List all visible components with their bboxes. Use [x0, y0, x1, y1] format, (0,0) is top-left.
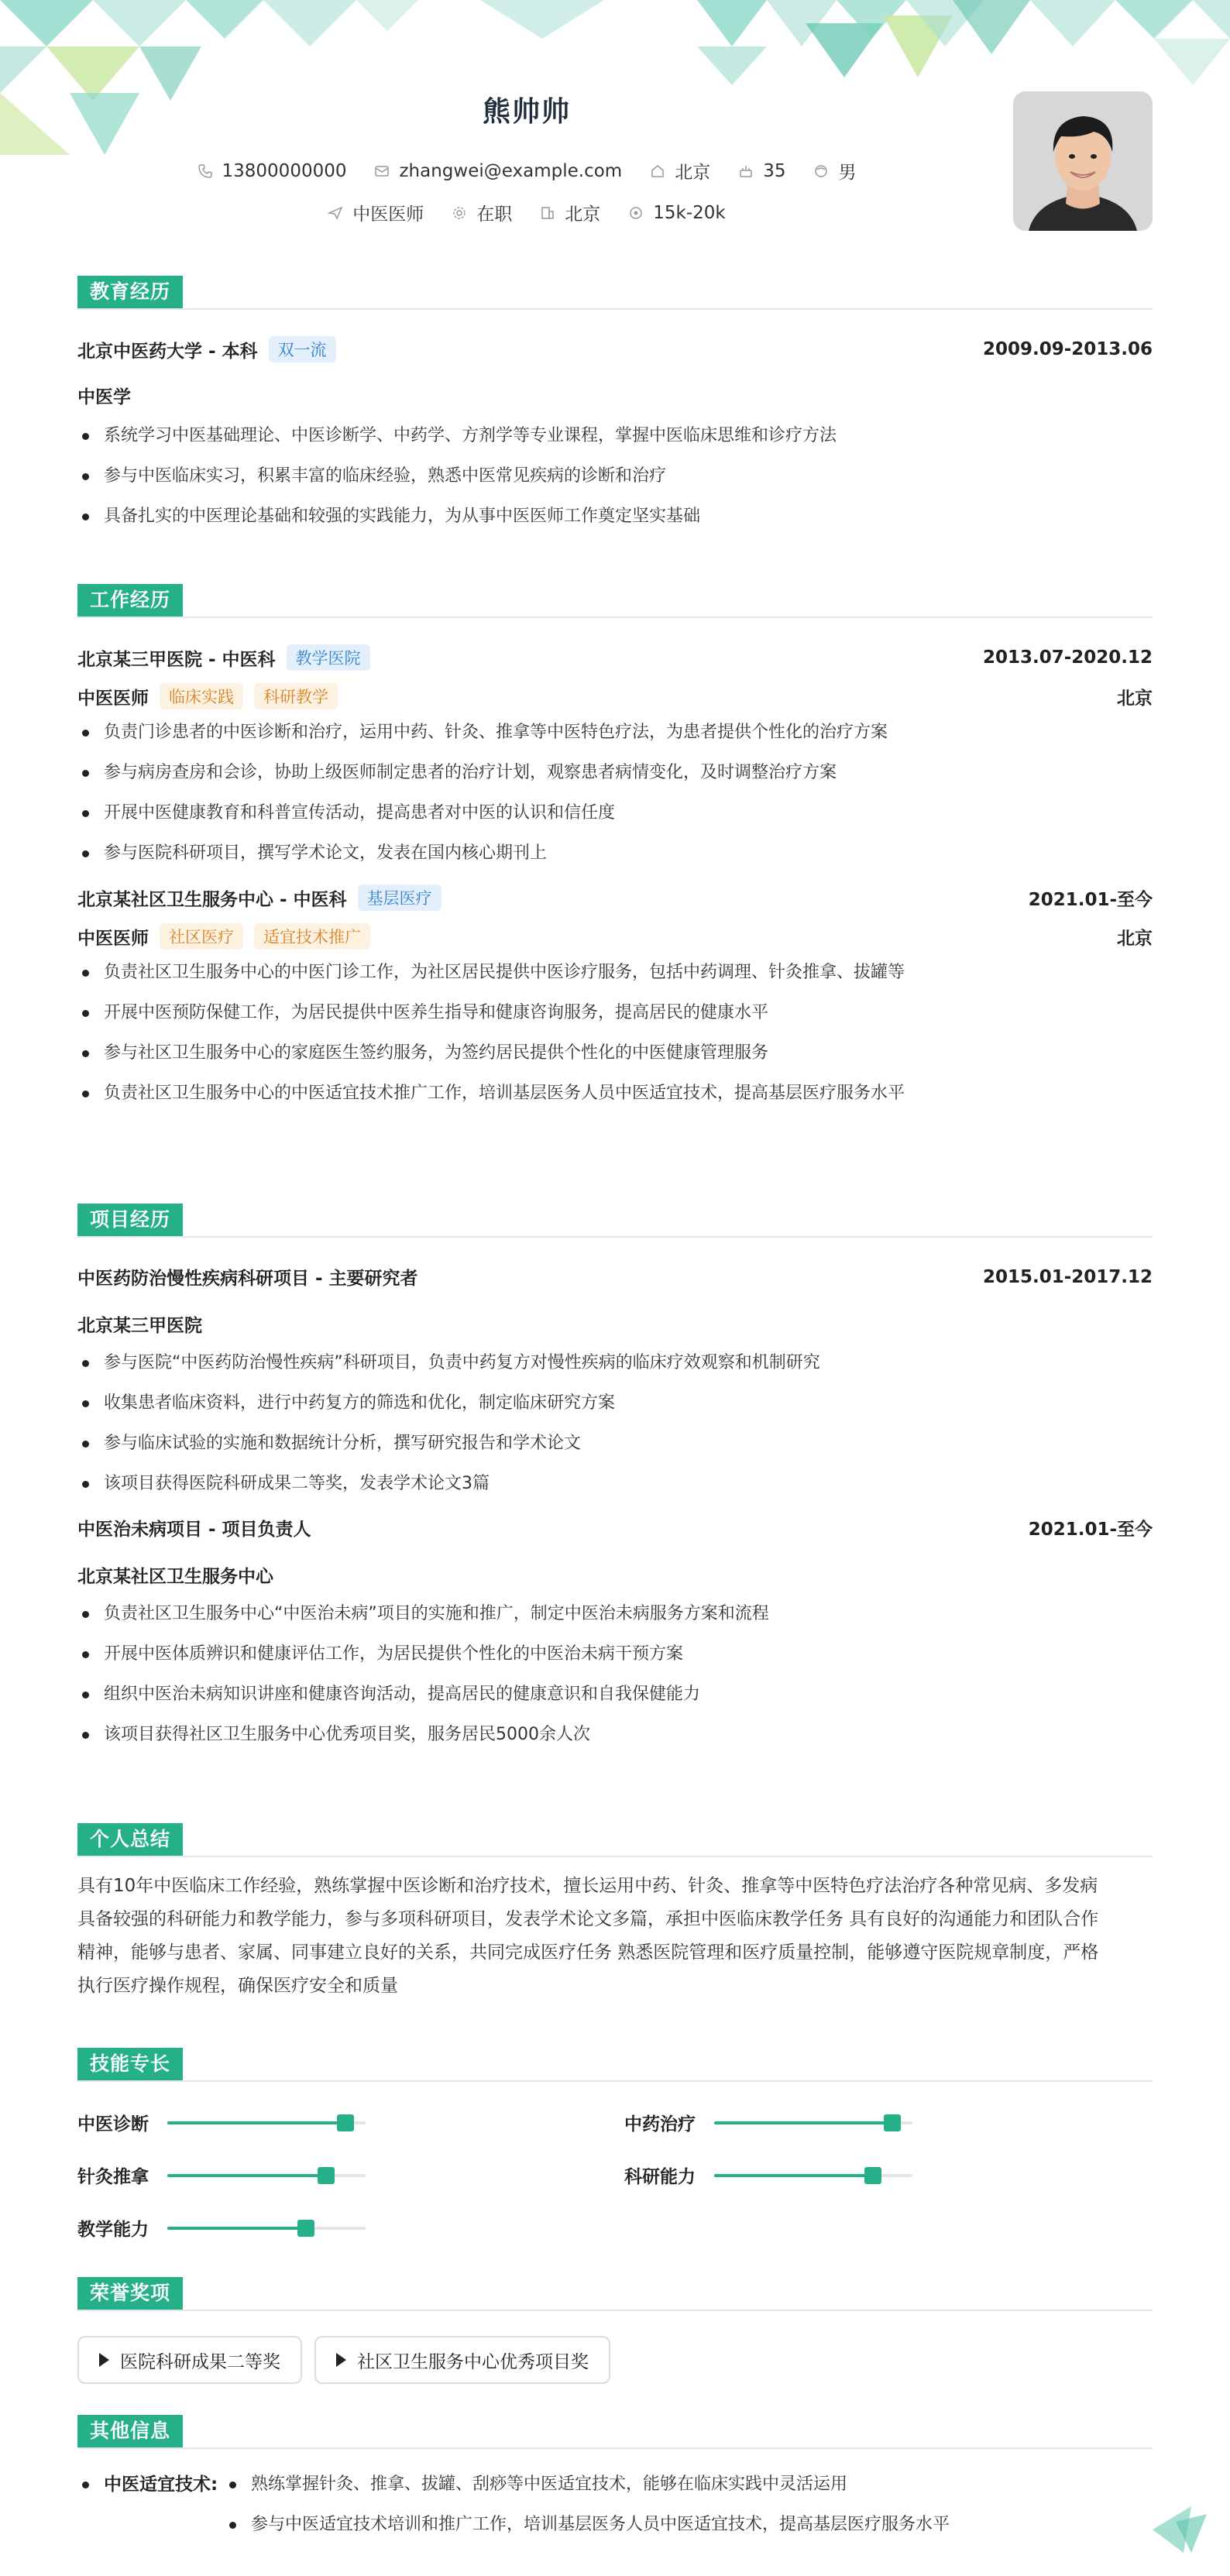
summary-line: 具有10年中医临床工作经验，熟练掌握中医诊断和治疗技术，擅长运用中药、针灸、推拿等中医特色疗法治疗各种常见病、多发病	[77, 1876, 1098, 1896]
list-item: 该项目获得医院科研成果二等奖，发表学术论文3篇	[77, 1464, 1153, 1504]
project-date: 2015.01-2017.12	[982, 1266, 1153, 1287]
skill-fill	[167, 2227, 306, 2230]
work-entry-head	[77, 884, 1153, 911]
summary-section	[77, 1823, 1153, 2003]
skill-bar	[167, 2121, 366, 2124]
skill-knob	[337, 2114, 354, 2131]
position-text: 中医医师	[352, 204, 424, 225]
role-row	[77, 683, 1153, 709]
contact-row	[0, 158, 1053, 184]
salary-item	[628, 203, 725, 223]
project-section	[77, 1204, 1153, 1755]
summary-line: 精神，能够与患者、家属、同事建立良好的关系，共同完成医疗任务 熟悉医院管理和医疗质量控制，能够遵守医院规章制度，严格	[77, 1942, 1099, 1963]
location-text: 北京	[675, 163, 711, 183]
summary-header	[77, 1823, 1153, 1857]
target-city-item	[540, 200, 600, 225]
work-bullets	[77, 713, 1153, 874]
phone-icon	[198, 163, 213, 179]
list-item: 开展中医体质辨识和健康评估工作，为居民提供个性化的中医治未病干预方案	[77, 1634, 1153, 1674]
section-title: 教育经历	[77, 276, 183, 308]
project-bullets	[77, 1594, 1153, 1755]
school-tag: 双一流	[269, 336, 336, 362]
skill-item	[77, 2162, 366, 2188]
summary-line: 执行医疗操作规程，确保医疗安全和质量	[77, 1976, 398, 1996]
role-name: 中医医师	[77, 688, 149, 709]
project-entry-head	[77, 1264, 1153, 1290]
other-label: 中医适宜技术:	[77, 2464, 225, 2545]
project-org: 北京某社区卫生服务中心	[77, 1567, 273, 1587]
play-icon	[336, 2353, 346, 2367]
section-title: 个人总结	[77, 1823, 183, 1856]
mail-icon	[374, 163, 390, 179]
section-title: 技能专长	[77, 2048, 183, 2080]
email-text: zhangwei@example.com	[399, 160, 623, 181]
education-bullets	[77, 416, 1153, 537]
skill-knob	[864, 2167, 881, 2184]
list-item: 具备扎实的中医理论基础和较强的实践能力，为从事中医医师工作奠定坚实基础	[77, 496, 1153, 537]
award-name: 医院科研成果二等奖	[120, 2351, 280, 2372]
project-entry-head	[77, 1515, 1153, 1540]
role-tag: 科研教学	[254, 683, 338, 709]
email-item	[374, 161, 622, 181]
position-item	[328, 200, 424, 225]
education-entry-head	[77, 336, 1153, 362]
skill-knob	[884, 2114, 901, 2131]
other-bullets	[225, 2464, 1153, 2545]
work-entry-head	[77, 644, 1153, 671]
phone-item	[198, 161, 347, 181]
project-org-row	[77, 1562, 1153, 1588]
org-name: 北京某社区卫生服务中心 - 中医科	[77, 889, 347, 910]
section-title: 其他信息	[77, 2415, 183, 2447]
send-icon	[328, 205, 343, 221]
list-item: 系统学习中医基础理论、中医诊断学、中药学、方剂学等专业课程，掌握中医临床思维和诊疗方法	[77, 416, 1153, 456]
list-item: 收集患者临床资料，进行中药复方的筛选和优化，制定临床研究方案	[77, 1383, 1153, 1424]
skill-item	[77, 2110, 366, 2135]
job-intent-row	[0, 200, 1053, 225]
skill-bar	[714, 2174, 912, 2177]
building-icon	[540, 205, 555, 221]
work-section	[77, 584, 1153, 1114]
summary-line: 具备较强的科研能力和教学能力，参与多项科研项目，发表学术论文多篇，承担中医临床教学任务 具有良好的沟通能力和团队合作	[77, 1909, 1099, 1929]
org-tag: 教学医院	[287, 644, 370, 671]
skill-item	[624, 2162, 912, 2188]
major-row	[77, 383, 1153, 408]
skill-item	[77, 2215, 366, 2241]
phone-text: 13800000000	[222, 160, 347, 181]
awards-list	[77, 2336, 1153, 2384]
corner-decoration	[1145, 2491, 1215, 2561]
skill-fill	[714, 2121, 892, 2124]
role-city: 北京	[1117, 928, 1153, 949]
major-name: 中医学	[77, 387, 131, 407]
list-item: 参与医院科研项目，撰写学术论文，发表在国内核心期刊上	[77, 833, 1153, 874]
skill-item	[624, 2110, 912, 2135]
target-city-text: 北京	[565, 204, 601, 225]
age-text: 35	[763, 160, 786, 181]
other-section	[77, 2415, 1153, 2545]
section-title: 荣誉奖项	[77, 2277, 183, 2310]
other-header	[77, 2415, 1153, 2449]
list-item: 熟练掌握针灸、推拿、拔罐、刮痧等中医适宜技术，能够在临床实践中灵活运用	[225, 2464, 1153, 2505]
avatar-portrait-icon	[1013, 91, 1153, 231]
age-icon	[738, 163, 754, 179]
skill-knob	[318, 2167, 335, 2184]
list-item: 负责社区卫生服务中心的中医门诊工作，为社区居民提供中医诊疗服务，包括中药调理、针灸推拿、拔罐等	[77, 953, 1153, 993]
project-bullets	[77, 1343, 1153, 1504]
role-city: 北京	[1117, 688, 1153, 709]
project-header	[77, 1204, 1153, 1238]
skill-fill	[167, 2121, 345, 2124]
awards-section	[77, 2277, 1153, 2384]
work-date: 2021.01-至今	[1028, 889, 1153, 910]
list-item: 该项目获得社区卫生服务中心优秀项目奖，服务居民5000余人次	[77, 1715, 1153, 1755]
home-icon	[650, 163, 665, 179]
gear-icon	[452, 205, 467, 221]
role-row	[77, 923, 1153, 950]
skills-header	[77, 2048, 1153, 2082]
list-item: 参与中医临床实习，积累丰富的临床经验，熟悉中医常见疾病的诊断和治疗	[77, 456, 1153, 496]
skill-name: 针灸推拿	[77, 2167, 149, 2187]
list-item: 开展中医预防保健工作，为居民提供中医养生指导和健康咨询服务，提高居民的健康水平	[77, 993, 1153, 1033]
list-item: 开展中医健康教育和科普宣传活动，提高患者对中医的认识和信任度	[77, 793, 1153, 833]
org-name: 北京某三甲医院 - 中医科	[77, 649, 276, 670]
list-item: 参与临床试验的实施和数据统计分析，撰写研究报告和学术论文	[77, 1424, 1153, 1464]
gender-item	[813, 158, 856, 184]
skill-knob	[297, 2220, 314, 2237]
project-org-row	[77, 1311, 1153, 1337]
status-item	[452, 200, 512, 225]
skill-fill	[167, 2174, 326, 2177]
list-item: 负责社区卫生服务中心“中医治未病”项目的实施和推广，制定中医治未病服务方案和流程	[77, 1594, 1153, 1634]
resume-header	[0, 0, 1230, 248]
project-name: 中医治未病项目 - 项目负责人	[77, 1520, 311, 1540]
award-chip	[314, 2336, 610, 2384]
list-item: 负责社区卫生服务中心的中医适宜技术推广工作，培训基层医务人员中医适宜技术，提高基层医疗服务水平	[77, 1073, 1153, 1114]
skill-bar	[167, 2227, 366, 2230]
section-title: 工作经历	[77, 584, 183, 617]
skill-name: 中医诊断	[77, 2114, 149, 2135]
other-row	[77, 2464, 1153, 2545]
org-tag: 基层医疗	[358, 884, 441, 911]
skills-section	[77, 2048, 1153, 2257]
project-org: 北京某三甲医院	[77, 1316, 202, 1336]
work-bullets	[77, 953, 1153, 1114]
role-tag: 临床实践	[160, 683, 243, 709]
project-date: 2021.01-至今	[1028, 1520, 1153, 1540]
education-section	[77, 276, 1153, 537]
list-item: 负责门诊患者的中医诊断和治疗，运用中药、针灸、推拿等中医特色疗法，为患者提供个性化的治疗方案	[77, 713, 1153, 753]
education-date: 2009.09-2013.06	[982, 339, 1153, 359]
list-item: 参与医院“中医药防治慢性疾病”科研项目，负责中药复方对慢性疾病的临床疗效观察和机制研究	[77, 1343, 1153, 1383]
school-name: 北京中医药大学 - 本科	[77, 341, 258, 362]
skill-name: 教学能力	[77, 2220, 149, 2240]
section-title: 项目经历	[77, 1204, 183, 1236]
candidate-name: 熊帅帅	[482, 96, 571, 128]
award-name: 社区卫生服务中心优秀项目奖	[357, 2351, 589, 2372]
role-tag: 适宜技术推广	[254, 923, 370, 950]
skill-fill	[714, 2174, 873, 2177]
status-text: 在职	[476, 204, 513, 225]
salary-text: 15k-20k	[653, 202, 726, 223]
skill-bar	[714, 2121, 912, 2124]
awards-header	[77, 2277, 1153, 2311]
list-item: 参与社区卫生服务中心的家庭医生签约服务，为签约居民提供个性化的中医健康管理服务	[77, 1033, 1153, 1073]
role-name: 中医医师	[77, 928, 149, 949]
award-chip	[77, 2336, 302, 2384]
play-icon	[99, 2353, 109, 2367]
list-item: 组织中医治未病知识讲座和健康咨询活动，提高居民的健康意识和自我保健能力	[77, 1674, 1153, 1715]
avatar	[1013, 91, 1153, 231]
location-item	[650, 158, 710, 184]
gender-icon	[813, 163, 829, 179]
skill-bar	[167, 2174, 366, 2177]
project-name: 中医药防治慢性疾病科研项目 - 主要研究者	[77, 1269, 418, 1289]
skill-name: 科研能力	[624, 2167, 696, 2187]
work-header	[77, 584, 1153, 618]
age-item	[738, 161, 785, 181]
skill-name: 中药治疗	[624, 2114, 696, 2135]
gender-text: 男	[838, 163, 857, 183]
salary-icon	[628, 205, 644, 221]
summary-text	[77, 1870, 1153, 2003]
role-tag: 社区医疗	[160, 923, 243, 950]
list-item: 参与中医适宜技术培训和推广工作，培训基层医务人员中医适宜技术，提高基层医疗服务水平	[225, 2505, 1153, 2545]
list-item: 参与病房查房和会诊，协助上级医师制定患者的治疗计划，观察患者病情变化，及时调整治疗方案	[77, 753, 1153, 793]
education-header	[77, 276, 1153, 310]
work-date: 2013.07-2020.12	[982, 647, 1153, 668]
